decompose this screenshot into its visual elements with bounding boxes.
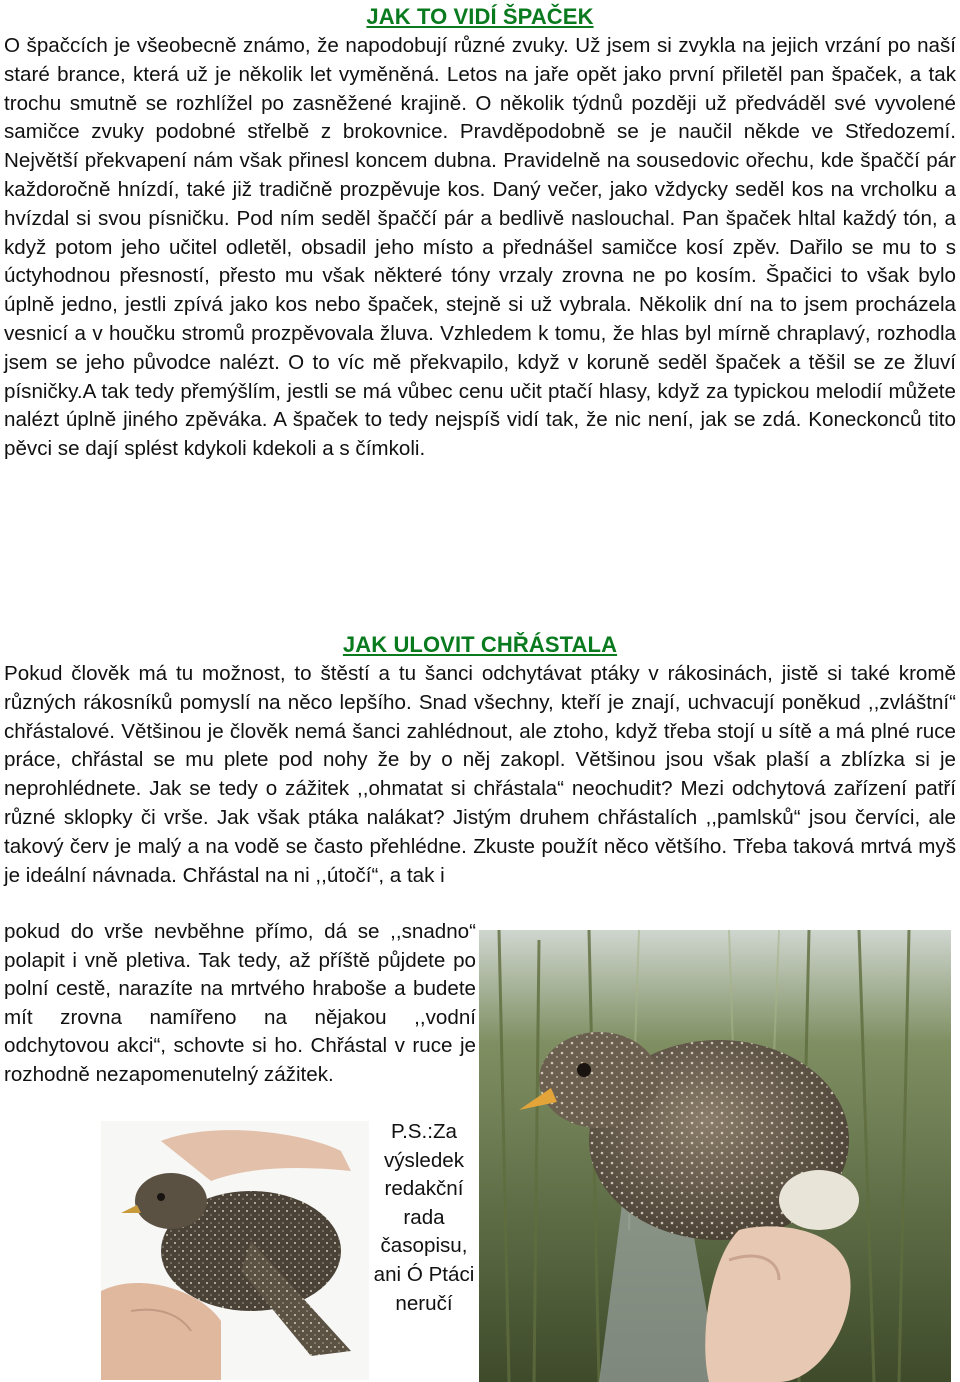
postscript-note: P.S.:Za výsledek redakční rada časopisu, ani Ó Ptáci neručí xyxy=(373,1120,475,1315)
article-title-spacek: JAK TO VIDÍ ŠPAČEK xyxy=(366,4,594,29)
article-body-chrastal-continued: pokud do vrše nevběhne přímo, dá se ,,snadno“ polapit i vně pletiva. Tak tedy, až příště půjdete po polní cestě, narazíte na mrtvého hraboše a budete mít zrovna namířeno na nějakou ,,vodní odchytovou akci“, schovte si ho. Chřástal v ruce je rozhodně nezapomenutelný zážitek. xyxy=(4,920,476,1086)
article-body-chrastal: Pokud člověk má tu možnost, to štěstí a tu šanci odchytávat ptáky v rákosinách, jistě si také kromě různých rákosníků pomyslí na něco lepšího. Snad všechny, kteří je znají, uchvacují poněkud ,,zvláštní“ chřástalové. Většinou je člověk nemá šanci zahlédnout, ale ztoho, když třeba stojí u sítě a má plné ruce práce, chřástal se mu plete pod nohy že by o něj zakopl. Většinou jsou však plaší a zblízka si je neprohlédnete. Jak se tedy o zážitek ,,ohmatat si chřástala“ neochudit? Mezi odchytová zařízení patří různé sklopky či vrše. Jak však ptáka nalákat? Jistým druhem chřástalích ,,pamlsků“ jsou červíci, ale takový červ je malý a na vodě se často přehlédne. Zkuste použít něco většího. Třeba taková mrtvá myš je ideální návnada. Chřástal na ni ,,útočí“, a tak i xyxy=(4,662,956,887)
article-body-spacek: O špačcích je všeobecně známo, že napodobují různé zvuky. Už jsem si zvykla na jejich vrzání po naší staré brance, která už je několik let vyměněná. Letos na jaře opět jako první přiletěl pan špaček, a tak trochu smutně se rozhlížel po zasněžené krajině. O několik týdnů později už předváděl své vyvolené samičce zvuky podobné střelbě z brokovnice. Pravděpodobně se je naučil někde ve Středozemí. Největší překvapení nám však přinesl koncem dubna. Pravidelně na sousedovic ořechu, kde špaččí pár každoročně hnízdí, také již tradičně prozpěvuje kos. Daný večer, jako vždycky seděl kos na vrcholku a hvízdal si svou písničku. Pod ním seděl špaččí pár a bedlivě naslouchal. Pan špaček hltal každý tón, a když potom jeho učitel odletěl, obsadil jeho místo a přednášel samičce kosí zpěv. Dařilo se mu to s úctyhodnou přesností, přesto mu však některé tóny vrzaly zrovna ne po kosím. Špačici to však bylo úplně jedno, jestli zpívá jako kos nebo špaček, stejně si už vybrala. Několik dní na to jsem procházela vesnicí a v houčku stromů prozpěvovala žluva. Vzhledem k tomu, že hlas byl mírně chraplavý, rozhodla jsem se jeho původce nalézt. O to víc mě překvapilo, když v koruně seděl špaček a těšil se ze žluví písničky.A tak tedy přemýšlím, jestli se má vůbec cenu učit ptačí hlasy, když za typickou melodií můžete nalézt úplně jiného zpěváka. A špaček to tedy nejspíš vidí tak, že nic není, jak se zdá. Koneckonců tito pěvci se dají splést kdykoli kdekoli a s čímkoli. xyxy=(4,34,956,461)
crake-in-reeds-photo xyxy=(479,930,951,1382)
article-title-chrastal: JAK ULOVIT CHŘÁSTALA xyxy=(342,632,618,657)
crake-in-hands-photo xyxy=(101,1121,369,1380)
